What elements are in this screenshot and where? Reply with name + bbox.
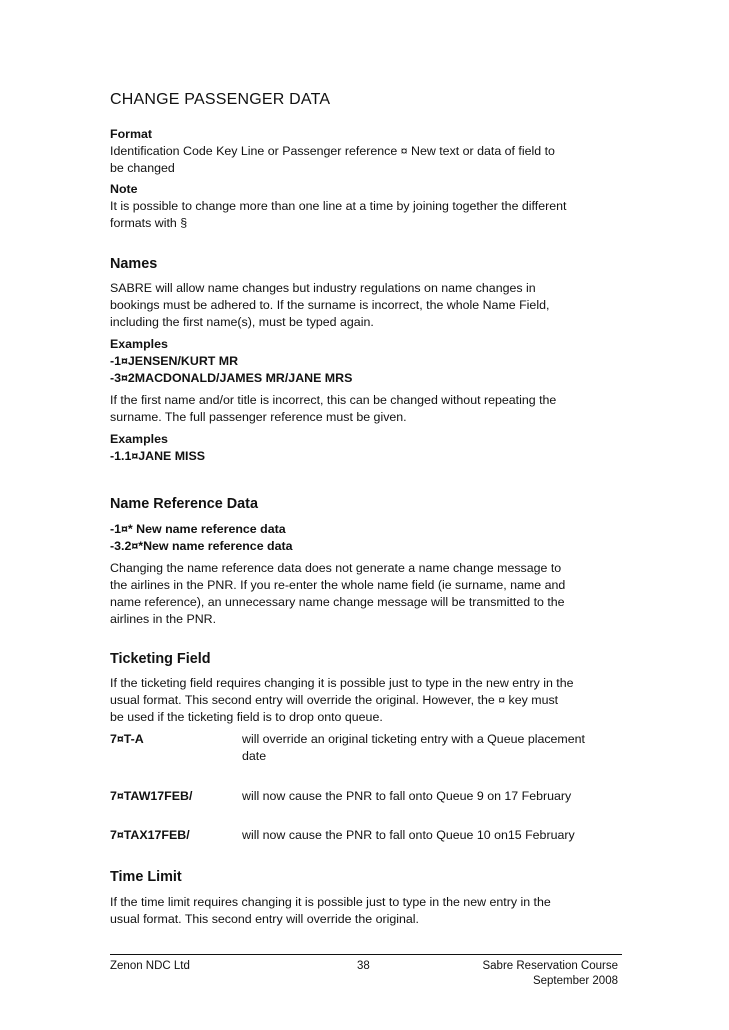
names-heading: Names <box>110 256 158 272</box>
paragraph-line: usual format. This second entry will override the original. <box>110 912 419 926</box>
page-title: CHANGE PASSENGER DATA <box>110 91 331 108</box>
paragraph-line: If the ticketing field requires changing it is possible just to type in the new entry in the <box>110 676 574 690</box>
note-heading: Note <box>110 182 138 196</box>
footer-course <box>420 959 618 989</box>
paragraph-line: usual format. This second entry will override the original. However, the ¤ key must <box>110 693 559 707</box>
footer-course-title: Sabre Reservation Course <box>482 960 618 972</box>
paragraph-line: the airlines in the PNR. If you re-enter the whole name field (ie surname, name and <box>110 578 566 592</box>
name-reference-heading: Name Reference Data <box>110 496 258 512</box>
time-limit-paragraph <box>110 894 622 928</box>
paragraph-line: name reference), an unnecessary name change message will be transmitted to the <box>110 595 565 609</box>
format-line: be changed <box>110 161 175 175</box>
description-line: date <box>242 749 267 763</box>
ticketing-description <box>242 731 622 765</box>
footer-divider <box>110 954 622 955</box>
format-section <box>110 126 622 177</box>
names-paragraph-line: including the first name(s), must be typed again. <box>110 315 374 329</box>
name-reference-code: -3.2¤*New name reference data <box>110 539 293 553</box>
names-paragraph <box>110 280 622 331</box>
examples-heading: Examples <box>110 432 168 446</box>
ticketing-paragraph <box>110 675 622 726</box>
names-paragraph-line: SABRE will allow name changes but industry regulations on name changes in <box>110 281 536 295</box>
description-line: will now cause the PNR to fall onto Queue 9 on 17 February <box>242 789 572 803</box>
name-reference-code: -1¤* New name reference data <box>110 522 286 536</box>
description-line: will now cause the PNR to fall onto Queue 10 on15 February <box>242 828 575 842</box>
example-entry: -1¤JENSEN/KURT MR <box>110 354 239 368</box>
note-section <box>110 181 622 232</box>
time-limit-heading: Time Limit <box>110 869 182 885</box>
examples-heading: Examples <box>110 337 168 351</box>
name-reference-codes <box>110 521 622 555</box>
footer-page-number: 38 <box>357 960 370 972</box>
names-paragraph-line: If the first name and/or title is incorrect, this can be changed without repeating the <box>110 393 557 407</box>
ticketing-code: 7¤TAW17FEB/ <box>110 789 193 803</box>
ticketing-heading: Ticketing Field <box>110 651 211 667</box>
names-paragraph-2 <box>110 392 622 426</box>
ticketing-code: 7¤TAX17FEB/ <box>110 828 190 842</box>
ticketing-description <box>242 788 622 805</box>
paragraph-line: be used if the ticketing field is to drop onto queue. <box>110 710 383 724</box>
paragraph-line: Changing the name reference data does not generate a name change message to <box>110 561 562 575</box>
ticketing-description <box>242 827 622 844</box>
example-entry: -3¤2MACDONALD/JAMES MR/JANE MRS <box>110 371 353 385</box>
names-paragraph-line: surname. The full passenger reference must be given. <box>110 410 407 424</box>
note-line: formats with § <box>110 216 188 230</box>
names-examples <box>110 336 622 387</box>
names-paragraph-line: bookings must be adhered to. If the surname is incorrect, the whole Name Field, <box>110 298 550 312</box>
format-heading: Format <box>110 127 152 141</box>
paragraph-line: airlines in the PNR. <box>110 612 217 626</box>
footer-company: Zenon NDC Ltd <box>110 960 190 972</box>
name-reference-paragraph <box>110 560 622 628</box>
example-entry: -1.1¤JANE MISS <box>110 449 206 463</box>
description-line: will override an original ticketing entry with a Queue placement <box>242 732 585 746</box>
names-examples-2 <box>110 431 622 465</box>
format-line: Identification Code Key Line or Passenger reference ¤ New text or data of field to <box>110 144 555 158</box>
ticketing-code: 7¤T-A <box>110 732 144 746</box>
note-line: It is possible to change more than one line at a time by joining together the different <box>110 199 567 213</box>
paragraph-line: If the time limit requires changing it is possible just to type in the new entry in the <box>110 895 551 909</box>
footer-date: September 2008 <box>532 975 618 987</box>
